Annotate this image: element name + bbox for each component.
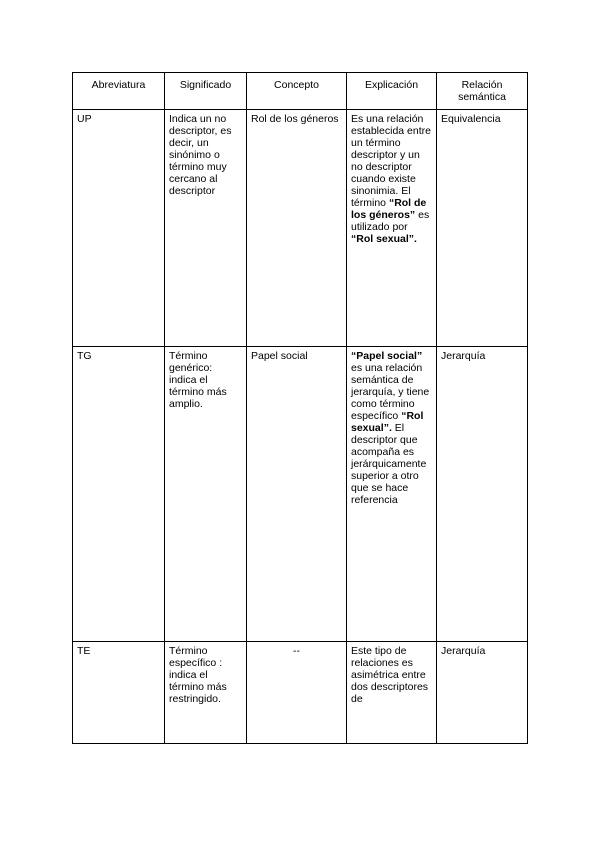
explicacion-text: es una relación semántica de jerarquía, y tiene como término específico: [351, 362, 430, 422]
cell-significado: Término específico : indica el término más restringido.: [165, 642, 247, 744]
semantic-relations-table: [72, 72, 528, 744]
cell-abreviatura: UP: [73, 110, 165, 347]
explicacion-text: El descriptor que acompaña es jerárquicamente superior a otro que se hace referencia: [351, 422, 427, 506]
header-explicacion: Explicación: [347, 73, 437, 110]
header-concepto: Concepto: [247, 73, 347, 110]
table-row-tg: [73, 347, 528, 642]
cell-explicacion: [347, 642, 437, 744]
explicacion-text: Este tipo de relaciones es asimétrica entre dos descriptores de: [351, 645, 429, 705]
cell-concepto: --: [247, 642, 347, 744]
cell-relacion: Jerarquía: [437, 642, 528, 744]
cell-abreviatura: TE: [73, 642, 165, 744]
cell-significado: Término genérico: indica el término más amplio.: [165, 347, 247, 642]
header-significado: Significado: [165, 73, 247, 110]
cell-explicacion: [347, 110, 437, 347]
explicacion-bold-term: “Rol de los géneros”: [351, 197, 427, 221]
explicacion-bold-term: “Papel social”: [351, 350, 423, 362]
explicacion-bold-term: “Rol sexual”.: [351, 233, 417, 245]
cell-relacion: Jerarquía: [437, 347, 528, 642]
explicacion-text: Es una relación establecida entre un término descriptor y un no descriptor cuando existe sinonimia. El término: [351, 113, 431, 209]
table-row-te: [73, 642, 528, 744]
header-relacion: Relación semántica: [437, 73, 528, 110]
cell-concepto: Papel social: [247, 347, 347, 642]
cell-significado: Indica un no descriptor, es decir, un sinónimo o término muy cercano al descriptor: [165, 110, 247, 347]
cell-explicacion: [347, 347, 437, 642]
cell-concepto: Rol de los géneros: [247, 110, 347, 347]
table-row-up: [73, 110, 528, 347]
explicacion-text: es utilizado por: [351, 209, 430, 233]
cell-relacion: Equivalencia: [437, 110, 528, 347]
header-row: [73, 73, 528, 110]
cell-abreviatura: TG: [73, 347, 165, 642]
header-abreviatura: Abreviatura: [73, 73, 165, 110]
explicacion-bold-term: “Rol sexual”.: [351, 410, 424, 434]
